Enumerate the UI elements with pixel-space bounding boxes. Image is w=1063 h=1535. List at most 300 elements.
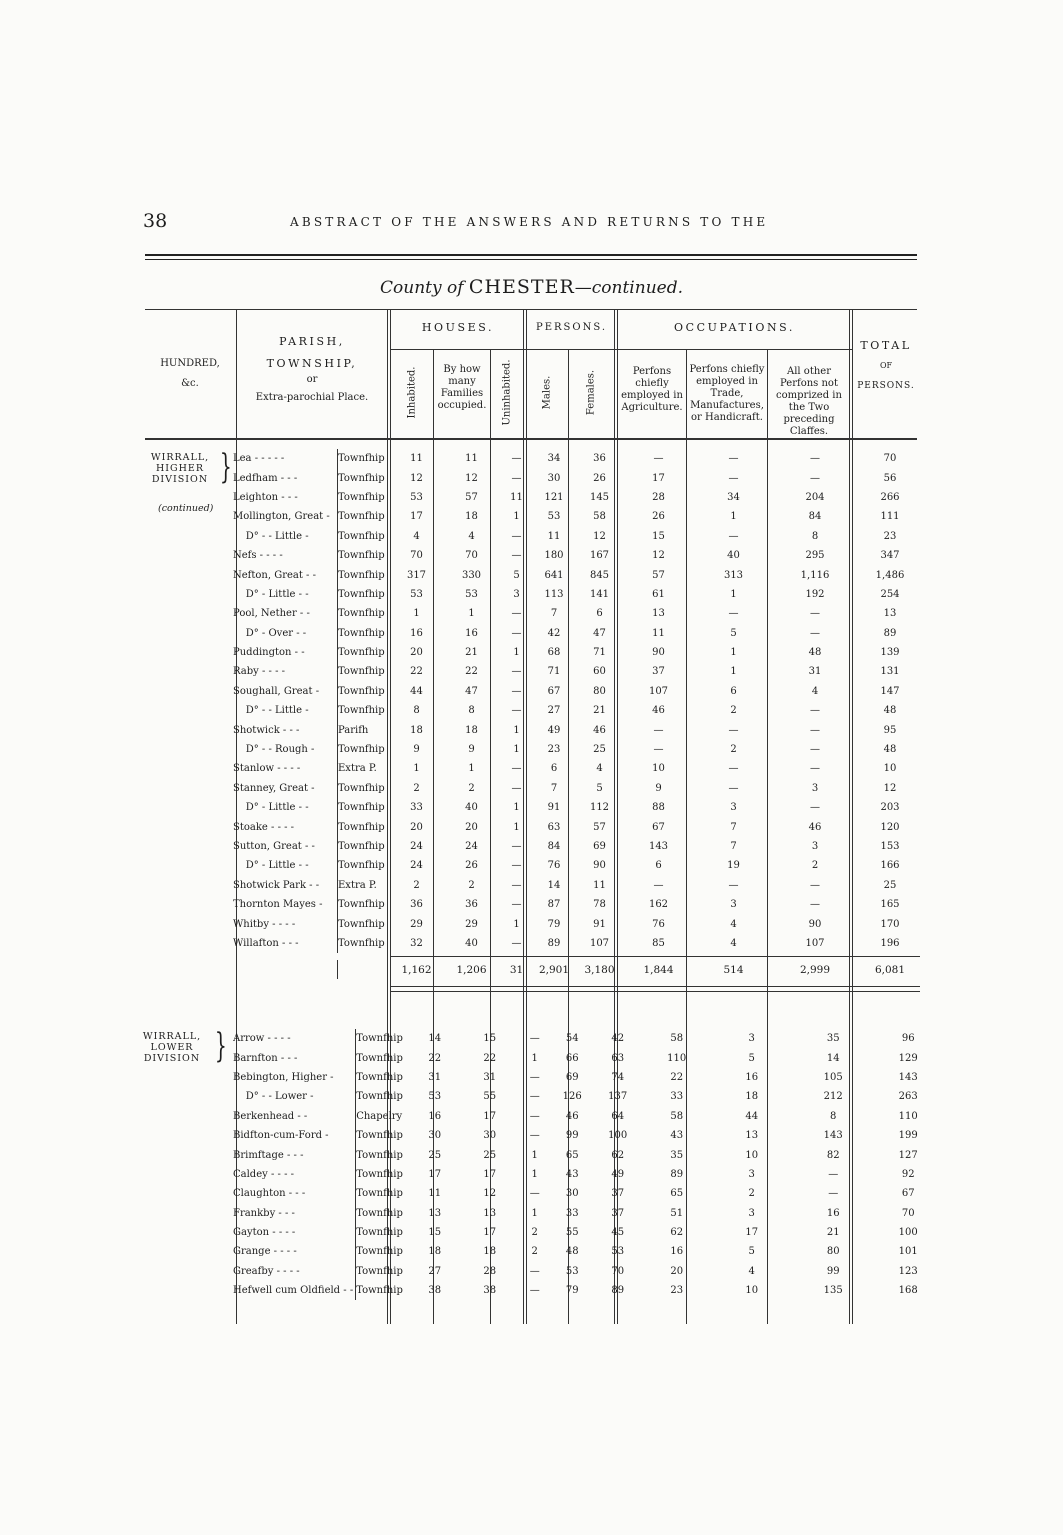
parish-name: Mollington, Great -: [233, 507, 338, 526]
uninhabited-cell: —: [529, 1033, 540, 1045]
families-cell: 330: [461, 569, 482, 581]
females-cell: 37: [611, 1207, 625, 1219]
other-cell: 4: [811, 685, 819, 697]
total-cell: 170: [880, 918, 900, 930]
other-cell: —: [810, 453, 820, 465]
families-cell: 22: [483, 1052, 497, 1064]
females-cell: 26: [593, 472, 606, 484]
page-number: 38: [143, 210, 168, 232]
totals-bottom-rule-2: [390, 991, 920, 992]
males-header: Males.: [541, 375, 553, 410]
agriculture-cell: 15: [652, 530, 665, 542]
table-row: [233, 1126, 942, 1145]
total-cell: 147: [880, 685, 900, 697]
families-cell: 24: [465, 841, 478, 852]
total-cell: 10: [883, 763, 897, 775]
families-cell: 21: [465, 647, 478, 659]
total-cell: 127: [898, 1149, 918, 1161]
agriculture-cell: 17: [652, 472, 665, 484]
trade-cell: 1: [730, 647, 737, 659]
totals-row: [233, 960, 924, 979]
trade-cell: 1: [730, 511, 737, 523]
total-cell: 139: [880, 647, 900, 659]
males-cell: 66: [565, 1052, 579, 1064]
parish-name: Pool, Nether - -: [233, 604, 338, 623]
females-cell: 89: [611, 1285, 625, 1297]
total-cell: 92: [901, 1168, 915, 1180]
parish-name: D° - - Lower -: [233, 1087, 356, 1106]
table-row: [233, 1281, 942, 1300]
table-row: [233, 468, 924, 487]
houses-sub-rule: [390, 349, 526, 350]
total-cell: 6,081: [874, 963, 906, 976]
families-cell: 31: [483, 1071, 497, 1083]
other-cell: 295: [805, 550, 825, 562]
place-kind: Townfhip: [338, 744, 385, 756]
males-cell: 121: [544, 491, 564, 503]
males-cell: 69: [565, 1071, 579, 1083]
inhabited-cell: 53: [428, 1091, 442, 1103]
table-row: [233, 798, 924, 817]
females-cell: 107: [589, 937, 610, 949]
parish-name: Shotwick - - -: [233, 720, 338, 739]
agriculture-cell: 65: [670, 1188, 684, 1200]
place-kind: Townfhip: [338, 627, 385, 639]
trade-cell: 3: [730, 899, 737, 911]
males-cell: 7: [550, 608, 558, 620]
males-cell: 71: [547, 666, 561, 678]
place-kind: Townfhip: [356, 1052, 403, 1064]
parish-name: Thornton Mayes -: [233, 895, 338, 914]
occupations-header: OCCUPATIONS.: [673, 321, 796, 334]
total-cell: 153: [880, 841, 900, 852]
females-cell: 845: [589, 569, 610, 581]
inhabited-cell: 70: [410, 550, 423, 562]
place-kind: Townfhip: [356, 1130, 403, 1142]
inhabited-cell: 17: [428, 1168, 442, 1180]
females-cell: 69: [593, 841, 606, 852]
parish-name: Shotwick Park - -: [233, 876, 338, 895]
females-cell: 74: [611, 1071, 625, 1083]
table-row: [233, 565, 924, 584]
parish-name: Caldey - - - -: [233, 1165, 356, 1184]
table-row: [233, 488, 924, 507]
parish-name: Nefs - - - -: [233, 546, 338, 565]
agriculture-cell: 16: [670, 1246, 684, 1258]
uninhabited-cell: —: [529, 1285, 540, 1297]
other-cell: 48: [808, 647, 822, 659]
occ-sub-rule: [617, 349, 852, 350]
other-cell: 212: [823, 1091, 843, 1103]
families-cell: 1: [468, 763, 475, 775]
males-cell: 99: [565, 1130, 579, 1142]
other-cell: 84: [808, 511, 822, 523]
parish-name: D° - Little - -: [233, 798, 338, 817]
place-kind: Townfhip: [338, 860, 385, 872]
males-cell: 11: [547, 530, 561, 542]
trade-cell: —: [728, 453, 739, 465]
other-cell: 143: [823, 1130, 843, 1142]
parish-name: Frankby - - -: [233, 1204, 356, 1223]
inhabited-cell: 1: [413, 763, 420, 775]
other-cell: 14: [826, 1052, 840, 1064]
place-kind: Townfhip: [356, 1207, 403, 1219]
other-cell: —: [810, 744, 820, 756]
families-cell: 57: [465, 491, 478, 503]
uninhabited-header: Uninhabited.: [501, 359, 513, 426]
inhabited-cell: 20: [410, 647, 423, 659]
females-cell: 53: [611, 1246, 625, 1258]
inhabited-cell: 4: [413, 530, 420, 542]
totals-top-rule: [390, 956, 920, 957]
uninhabited-cell: 31: [509, 963, 524, 976]
other-cell: 204: [805, 491, 825, 503]
parish-name: Soughall, Great -: [233, 682, 338, 701]
persons-header: PERSONS.: [535, 322, 608, 333]
parish-name: D° - - Little -: [233, 701, 338, 720]
other-cell: —: [810, 627, 820, 639]
families-cell: 40: [465, 802, 478, 814]
total-cell: 48: [883, 705, 897, 717]
trade-cell: 4: [730, 918, 737, 930]
place-kind: Townfhip: [356, 1168, 403, 1180]
families-cell: 1,206: [456, 963, 487, 976]
trade-cell: 5: [748, 1246, 755, 1258]
males-cell: 43: [565, 1168, 579, 1180]
inhabited-cell: 16: [410, 627, 423, 639]
agriculture-cell: 89: [670, 1168, 684, 1180]
place-kind: Parifh: [338, 724, 369, 736]
families-cell: 2: [468, 782, 475, 794]
uninhabited-cell: —: [529, 1071, 540, 1083]
table-row: [233, 1087, 942, 1106]
uninhabited-cell: —: [511, 550, 522, 562]
table-row: [233, 1029, 942, 1048]
agriculture-cell: 162: [648, 899, 669, 911]
females-cell: 78: [593, 899, 606, 911]
males-cell: 65: [565, 1149, 579, 1161]
place-kind: Townfhip: [338, 802, 385, 814]
place-kind: Townfhip: [338, 608, 385, 620]
place-kind: Townfhip: [338, 918, 385, 930]
agriculture-cell: 43: [670, 1130, 684, 1142]
uninhabited-cell: —: [511, 937, 522, 949]
families-cell: 47: [465, 685, 478, 697]
females-cell: 25: [593, 744, 606, 756]
parish-name: Berkenhead - -: [233, 1107, 356, 1126]
families-cell: 11: [465, 453, 478, 465]
agriculture-cell: 28: [652, 491, 665, 503]
families-cell: 25: [483, 1149, 497, 1161]
females-cell: 70: [611, 1265, 625, 1277]
males-cell: 91: [547, 802, 561, 814]
uninhabited-cell: 1: [513, 744, 520, 756]
agriculture-cell: 26: [652, 511, 665, 523]
inhabited-cell: 9: [413, 744, 420, 756]
agriculture-cell: 37: [652, 666, 665, 678]
total-cell: 100: [898, 1227, 918, 1239]
hundred-lower-1: WIRRALL,: [142, 1031, 202, 1042]
trade-cell: 2: [730, 744, 737, 756]
inhabited-header: Inhabited.: [406, 366, 418, 419]
table-row: [233, 604, 924, 623]
hundred-lower-2: LOWER: [150, 1042, 194, 1053]
trade-cell: —: [728, 763, 739, 775]
place-kind: Townfhip: [356, 1285, 403, 1297]
total-cell: 48: [883, 744, 897, 756]
other-cell: 90: [808, 918, 822, 930]
total-cell: 203: [880, 802, 900, 814]
uninhabited-cell: —: [511, 530, 522, 542]
parish-name: Gayton - - - -: [233, 1223, 356, 1242]
females-cell: 3,180: [584, 963, 615, 976]
parish-label-4: Extra-parochial Place.: [255, 392, 369, 403]
agriculture-cell: 22: [670, 1071, 684, 1083]
other-cell: 82: [826, 1149, 840, 1161]
total-cell: 1,486: [875, 569, 905, 581]
place-kind: Townfhip: [338, 569, 385, 581]
uninhabited-cell: —: [511, 705, 522, 717]
total-cell: 165: [880, 899, 900, 911]
place-kind: Townfhip: [338, 937, 385, 949]
place-kind: Townfhip: [356, 1265, 403, 1277]
table-row: [233, 1048, 942, 1067]
agriculture-cell: —: [653, 744, 664, 756]
males-cell: 54: [565, 1033, 579, 1045]
agriculture-cell: 33: [670, 1091, 684, 1103]
parish-name: Bebington, Higher -: [233, 1068, 356, 1087]
other-cell: —: [828, 1168, 839, 1180]
total-cell: 143: [898, 1071, 918, 1083]
other-cell: 8: [830, 1110, 837, 1122]
trade-cell: —: [728, 724, 739, 736]
trade-cell: 2: [730, 705, 737, 717]
males-cell: 126: [562, 1091, 582, 1103]
uninhabited-cell: 1: [531, 1168, 538, 1180]
inhabited-cell: 11: [410, 453, 423, 465]
parish-name: [233, 960, 338, 979]
females-cell: 62: [611, 1149, 625, 1161]
continued-note: (continued): [158, 503, 214, 514]
agriculture-header: Perfons chiefly employed in Agriculture.: [621, 366, 683, 413]
other-cell: 31: [808, 666, 822, 678]
agriculture-cell: 61: [652, 588, 665, 600]
other-cell: 107: [805, 937, 825, 949]
parish-name: Whitby - - - -: [233, 914, 338, 933]
other-cell: —: [828, 1188, 839, 1200]
families-cell: 36: [465, 899, 478, 911]
other-cell: 135: [823, 1285, 843, 1297]
parish-name: D° - Little - -: [233, 856, 338, 875]
males-cell: 7: [550, 782, 558, 794]
males-cell: 113: [544, 588, 564, 600]
other-cell: 2,999: [799, 963, 831, 976]
parish-name: Brimftage - - -: [233, 1145, 356, 1164]
females-header: Females.: [585, 369, 597, 416]
females-cell: 21: [593, 705, 606, 717]
families-cell: 8: [468, 705, 475, 717]
inhabited-cell: 317: [406, 569, 427, 581]
total-label-2: OF: [879, 361, 893, 370]
agriculture-cell: 13: [652, 608, 665, 620]
uninhabited-cell: 1: [531, 1207, 538, 1219]
males-cell: 68: [547, 647, 561, 659]
table-row: [233, 643, 924, 662]
females-cell: 137: [608, 1091, 628, 1103]
other-cell: 1,116: [800, 569, 830, 581]
inhabited-cell: 13: [428, 1207, 442, 1219]
place-kind: Extra P.: [338, 879, 377, 891]
females-cell: 5: [596, 782, 603, 794]
inhabited-cell: 2: [413, 879, 420, 891]
parish-name: D° - Little - -: [233, 585, 338, 604]
males-cell: 30: [565, 1188, 579, 1200]
uninhabited-cell: 1: [531, 1149, 538, 1161]
trade-header: Perfons chiefly employed in Trade, Manufactures, or Handicraft.: [689, 364, 765, 423]
males-cell: 63: [547, 821, 561, 833]
females-cell: 58: [593, 511, 606, 523]
parish-name: D° - - Rough -: [233, 740, 338, 759]
agriculture-cell: —: [653, 724, 664, 736]
parish-name: Stanney, Great -: [233, 779, 338, 798]
uninhabited-cell: 2: [531, 1246, 538, 1258]
hundred-higher-3: DIVISION: [151, 474, 209, 485]
inhabited-cell: 11: [428, 1188, 442, 1200]
total-cell: 70: [901, 1207, 915, 1219]
families-cell: 2: [468, 879, 475, 891]
families-cell: 20: [465, 821, 478, 833]
place-kind: Townfhip: [338, 841, 385, 852]
agriculture-cell: 58: [670, 1033, 684, 1045]
total-label-1: TOTAL: [860, 339, 912, 352]
females-cell: 60: [593, 666, 606, 678]
inhabited-cell: 38: [428, 1285, 442, 1297]
place-kind: Townfhip: [338, 899, 385, 911]
totals-bottom-rule: [390, 986, 920, 987]
uninhabited-cell: —: [511, 763, 522, 775]
males-cell: 23: [547, 744, 561, 756]
place-kind: Townfhip: [356, 1091, 403, 1103]
males-cell: 14: [547, 879, 561, 891]
families-cell: 17: [483, 1227, 497, 1239]
inhabited-cell: 53: [410, 491, 423, 503]
trade-cell: 44: [745, 1110, 759, 1122]
inhabited-cell: 24: [410, 841, 423, 852]
parish-label-2: TOWNSHIP,: [266, 357, 358, 370]
total-cell: 120: [880, 821, 900, 833]
parish-name: Greafby - - - -: [233, 1262, 356, 1281]
header-rule-thin: [145, 259, 917, 260]
uninhabited-cell: —: [511, 453, 522, 465]
table-row: [233, 759, 924, 778]
uninhabited-cell: —: [529, 1188, 540, 1200]
males-cell: 33: [565, 1207, 579, 1219]
families-cell: 13: [483, 1207, 497, 1219]
parish-name: Bidfton-cum-Ford -: [233, 1126, 356, 1145]
families-cell: 16: [465, 627, 478, 639]
trade-cell: 17: [745, 1227, 759, 1239]
table-caption: [0, 276, 1063, 298]
table-row: [233, 837, 924, 856]
place-kind: Townfhip: [338, 453, 385, 465]
females-cell: 71: [593, 647, 606, 659]
families-cell: 15: [483, 1033, 497, 1045]
parish-name: Stoake - - - -: [233, 817, 338, 836]
males-cell: 27: [547, 705, 561, 717]
inhabited-cell: 44: [410, 685, 423, 697]
trade-cell: 2: [748, 1188, 755, 1200]
trade-cell: 3: [748, 1033, 755, 1045]
other-cell: —: [810, 705, 820, 717]
uninhabited-cell: —: [511, 879, 522, 891]
hundred-lower: [137, 1031, 207, 1064]
agriculture-cell: 85: [652, 937, 665, 949]
table-row: [233, 585, 924, 604]
place-kind: Townfhip: [338, 666, 385, 678]
males-cell: 46: [565, 1110, 579, 1122]
females-cell: 145: [589, 491, 610, 503]
agriculture-cell: 10: [652, 763, 665, 775]
agriculture-cell: 20: [670, 1265, 684, 1277]
males-cell: 30: [547, 472, 561, 484]
parish-label-1: PARISH,: [279, 335, 345, 348]
total-cell: 123: [898, 1265, 918, 1277]
place-kind: Townfhip: [356, 1071, 403, 1083]
females-cell: 167: [589, 550, 610, 562]
place-kind: Townfhip: [338, 685, 385, 697]
total-cell: 347: [880, 550, 900, 562]
total-cell: 131: [880, 666, 900, 678]
place-kind: Townfhip: [338, 647, 385, 659]
place-kind: Townfhip: [338, 588, 385, 600]
males-cell: 55: [565, 1227, 579, 1239]
uninhabited-cell: —: [529, 1130, 540, 1142]
hundred-lower-3: DIVISION: [143, 1053, 201, 1064]
parish-name: Nefton, Great - -: [233, 565, 338, 584]
total-header: [852, 340, 920, 392]
inhabited-cell: 17: [410, 511, 423, 523]
agriculture-cell: —: [653, 879, 664, 891]
trade-cell: 5: [748, 1052, 755, 1064]
inhabited-cell: 31: [428, 1071, 442, 1083]
agriculture-cell: 143: [648, 841, 669, 852]
females-cell: 6: [596, 608, 603, 620]
other-cell: 35: [826, 1033, 840, 1045]
uninhabited-cell: —: [511, 899, 522, 911]
agriculture-cell: 6: [655, 860, 662, 872]
uninhabited-cell: 11: [510, 491, 523, 503]
parish-name: Leighton - - -: [233, 488, 338, 507]
trade-cell: —: [728, 530, 739, 542]
other-cell: 8: [811, 530, 819, 542]
caption-suffix: —continued.: [574, 278, 683, 298]
inhabited-cell: 36: [410, 899, 423, 911]
inhabited-cell: 30: [428, 1130, 442, 1142]
families-cell: 40: [465, 937, 478, 949]
uninhabited-cell: 1: [531, 1052, 538, 1064]
total-cell: 89: [883, 627, 897, 639]
parish-name: Lea - - - - -: [233, 449, 338, 468]
total-cell: 101: [898, 1246, 918, 1258]
place-kind: Extra P.: [338, 763, 377, 775]
other-header: All other Perfons not comprized in the Two preceding Claffes.: [776, 366, 842, 437]
trade-cell: 1: [730, 666, 737, 678]
trade-cell: 4: [748, 1265, 755, 1277]
other-cell: 16: [826, 1207, 840, 1219]
families-cell: 53: [465, 588, 478, 600]
inhabited-cell: 22: [428, 1052, 442, 1064]
females-cell: 91: [593, 918, 606, 930]
